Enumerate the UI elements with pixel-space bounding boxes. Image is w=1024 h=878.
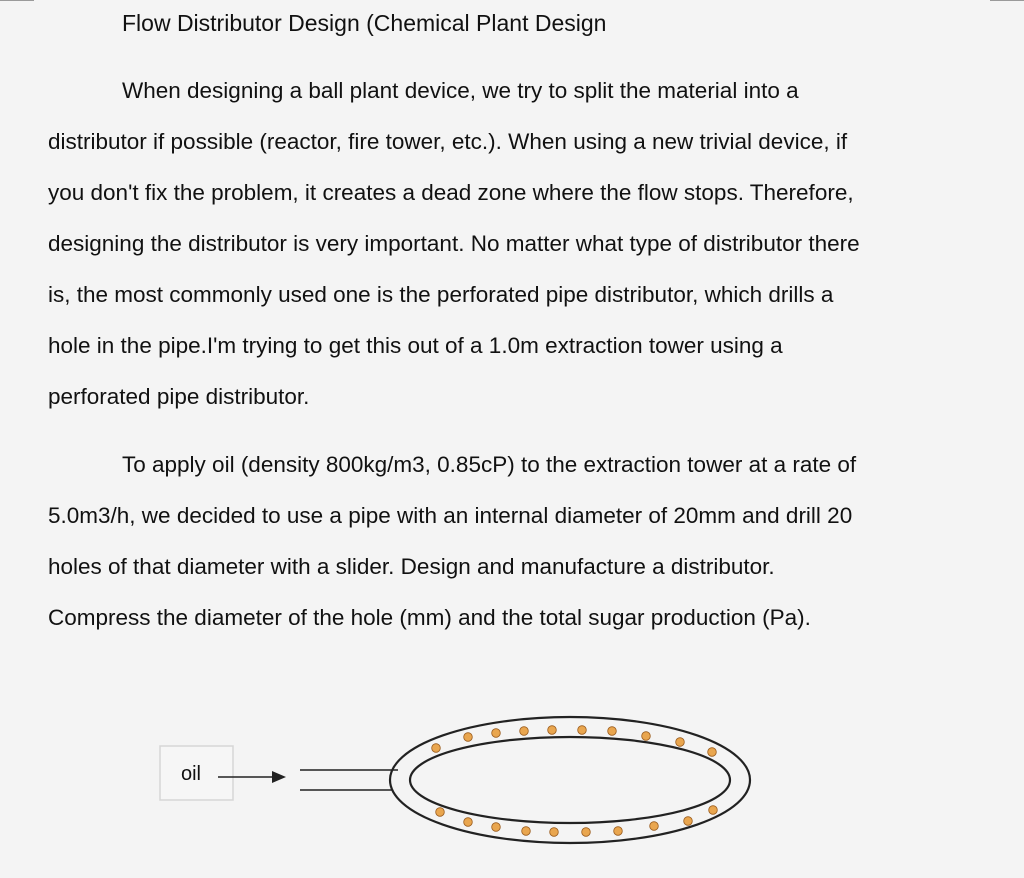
paragraph-line: When designing a ball plant device, we try to split the material into a [122, 78, 799, 103]
hole-icon [578, 726, 587, 735]
document-title: Flow Distributor Design (Chemical Plant Design [122, 10, 607, 36]
hole-icon [709, 806, 718, 815]
paragraph-line: 5.0m3/h, we decided to use a pipe with an internal diameter of 20mm and drill 20 [48, 503, 853, 528]
hole-icon [522, 827, 531, 836]
hole-icon [608, 727, 617, 736]
hole-icon [676, 738, 685, 747]
hole-icon [520, 727, 529, 736]
hole-icon [708, 748, 717, 757]
paragraph-line: perforated pipe distributor. [48, 384, 310, 409]
page-corner-right [990, 0, 1024, 1]
hole-icon [550, 828, 559, 837]
paragraph-line: Compress the diameter of the hole (mm) and the total sugar production (Pa). [48, 605, 811, 630]
page-corner-left [0, 0, 34, 1]
hole-icon [492, 823, 501, 832]
oil-label: oil [180, 763, 202, 785]
paragraph-line: hole in the pipe.I'm trying to get this out of a 1.0m extraction tower using a [48, 333, 783, 358]
paragraph-line: distributor if possible (reactor, fire tower, etc.). When using a new trivial device, if [48, 129, 848, 154]
inner-ring-pipe [410, 737, 730, 823]
hole-icon [492, 729, 501, 738]
hole-icon [432, 744, 441, 753]
flow-arrow-head [272, 771, 286, 783]
paragraph-2 [48, 439, 998, 643]
paragraph-line: is, the most commonly used one is the perforated pipe distributor, which drills a [48, 282, 834, 307]
hole-icon [614, 827, 623, 836]
paragraph-line: holes of that diameter with a slider. Design and manufacture a distributor. [48, 554, 775, 579]
hole-icon [436, 808, 445, 817]
paragraph-line: designing the distributor is very important. No matter what type of distributor there [48, 231, 860, 256]
drilled-holes [432, 726, 718, 837]
hole-icon [548, 726, 557, 735]
hole-icon [642, 732, 651, 741]
hole-icon [582, 828, 591, 837]
hole-icon [650, 822, 659, 831]
distributor-diagram [0, 690, 1024, 878]
paragraph-line: To apply oil (density 800kg/m3, 0.85cP) to the extraction tower at a rate of [122, 452, 857, 477]
paragraph-1 [48, 65, 998, 422]
paragraph-line: you don't fix the problem, it creates a dead zone where the flow stops. Therefore, [48, 180, 854, 205]
hole-icon [464, 818, 473, 827]
hole-icon [684, 817, 693, 826]
hole-icon [464, 733, 473, 742]
